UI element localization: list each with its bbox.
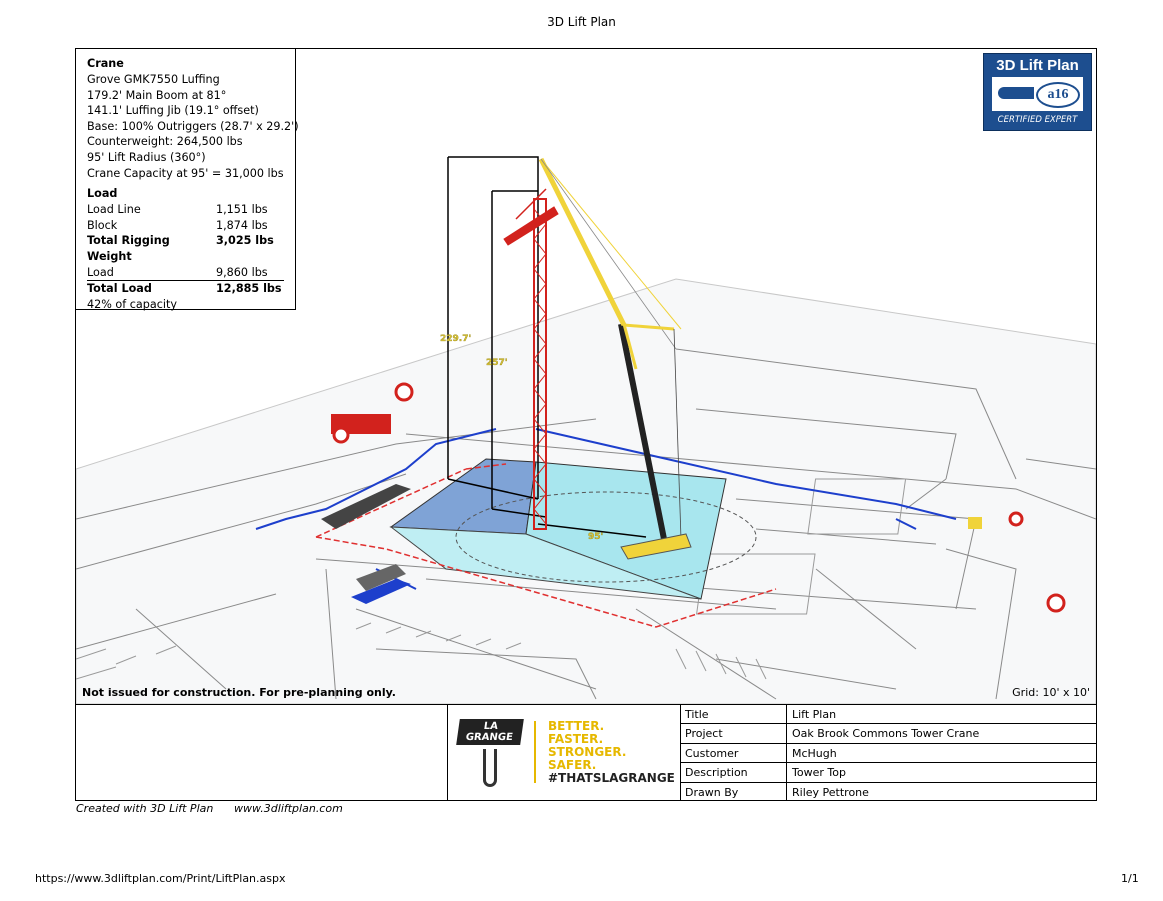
crane-spec-line: Base: 100% Outriggers (28.7' x 29.2') bbox=[87, 119, 299, 133]
slogan-line: SAFER. bbox=[548, 758, 597, 772]
load-row-value: 1,874 lbs bbox=[216, 218, 268, 232]
title-block-table bbox=[681, 705, 1096, 801]
brand-name: LA GRANGE bbox=[456, 719, 524, 745]
crane-luffing-jib bbox=[541, 159, 624, 325]
no-entry-sign-3 bbox=[1010, 513, 1022, 525]
caution-sign bbox=[968, 517, 982, 529]
no-entry-sign-2 bbox=[334, 428, 348, 442]
dim-label-height-1: 229.7' bbox=[440, 334, 472, 344]
crane-hook-icon bbox=[483, 749, 497, 787]
crane-info-panel bbox=[75, 48, 299, 311]
slogan-line: STRONGER. bbox=[548, 745, 627, 759]
capacity-note: 42% of capacity bbox=[87, 297, 177, 311]
crane-spec-list bbox=[87, 72, 299, 181]
lagrange-logo bbox=[458, 719, 522, 785]
no-entry-sign-4 bbox=[1048, 595, 1064, 611]
crane-spec-line: Counterweight: 264,500 lbs bbox=[87, 135, 243, 149]
title-row bbox=[681, 705, 1096, 724]
load-row-label: Load Line bbox=[87, 203, 141, 217]
customer-row-value: McHugh bbox=[792, 746, 837, 760]
lift-plan-frame bbox=[75, 48, 1097, 801]
slogan-block bbox=[548, 720, 675, 785]
certified-expert-badge bbox=[983, 53, 1092, 131]
construction-notice: Not issued for construction. For pre-planning only. bbox=[82, 686, 396, 699]
description-row-value: Tower Top bbox=[792, 766, 846, 780]
hashtag: #THATSLAGRANGE bbox=[548, 771, 675, 785]
load-heading: Load bbox=[87, 187, 118, 201]
load-row-total bbox=[87, 281, 284, 297]
customer-row-label: Customer bbox=[685, 746, 739, 760]
badge-subtitle: CERTIFIED EXPERT bbox=[997, 115, 1078, 125]
load-row bbox=[87, 265, 284, 282]
dim-label-height-2: 257' bbox=[486, 358, 508, 368]
crane-spec-line: Crane Capacity at 95' = 31,000 lbs bbox=[87, 166, 284, 180]
load-row bbox=[87, 202, 284, 218]
grid-scale: Grid: 10' x 10' bbox=[1012, 686, 1090, 699]
title-row-label: Title bbox=[685, 708, 709, 721]
crane-spec-line: 95' Lift Radius (360°) bbox=[87, 150, 206, 164]
customer-row bbox=[681, 744, 1096, 763]
website-link[interactable]: www.3dliftplan.com bbox=[234, 802, 343, 815]
company-logo-panel bbox=[447, 705, 681, 801]
drawn-by-row-label: Drawn By bbox=[685, 785, 739, 799]
load-row-label: Total Rigging Weight bbox=[87, 234, 170, 263]
no-entry-sign bbox=[396, 384, 412, 400]
logo-divider bbox=[534, 721, 536, 783]
load-row-label: Load bbox=[87, 265, 114, 279]
badge-mark: a16 bbox=[1036, 82, 1080, 108]
description-row-label: Description bbox=[685, 766, 748, 780]
crane-spec-line: Grove GMK7550 Luffing bbox=[87, 73, 220, 86]
crane-heading: Crane bbox=[87, 57, 124, 70]
page-title: 3D Lift Plan bbox=[547, 15, 616, 29]
project-row bbox=[681, 724, 1096, 743]
load-row-value: 9,860 lbs bbox=[216, 265, 268, 279]
slogan-line: BETTER. bbox=[548, 719, 605, 733]
badge-title: 3D Lift Plan bbox=[996, 57, 1079, 74]
drawn-by-row-value: Riley Pettrone bbox=[792, 785, 869, 799]
load-row bbox=[87, 218, 284, 234]
load-row-label: Block bbox=[87, 218, 118, 232]
title-row-value: Lift Plan bbox=[792, 708, 837, 721]
dim-label-radius: 95' bbox=[588, 532, 604, 542]
page-count: 1/1 bbox=[1121, 872, 1139, 885]
drawn-by-row bbox=[681, 783, 1096, 801]
load-row-value: 3,025 lbs bbox=[216, 234, 274, 248]
crane-spec-line: 141.1' Luffing Jib (19.1° offset) bbox=[87, 104, 259, 118]
title-block bbox=[76, 704, 1096, 801]
slogan-line: FASTER. bbox=[548, 732, 604, 746]
load-row-value: 1,151 lbs bbox=[216, 203, 268, 217]
load-row-label: Total Load bbox=[87, 282, 152, 296]
print-url: https://www.3dliftplan.com/Print/LiftPlan.aspx bbox=[35, 872, 286, 885]
badge-emblem bbox=[992, 77, 1083, 111]
project-row-value: Oak Brook Commons Tower Crane bbox=[792, 727, 980, 741]
project-row-label: Project bbox=[685, 727, 723, 741]
description-row bbox=[681, 763, 1096, 782]
load-row-value: 12,885 lbs bbox=[216, 282, 282, 296]
flame-icon bbox=[998, 87, 1034, 99]
created-with-text: Created with 3D Lift Plan bbox=[76, 802, 214, 815]
crane-spec-line: 179.2' Main Boom at 81° bbox=[87, 88, 227, 102]
load-row bbox=[87, 233, 284, 264]
